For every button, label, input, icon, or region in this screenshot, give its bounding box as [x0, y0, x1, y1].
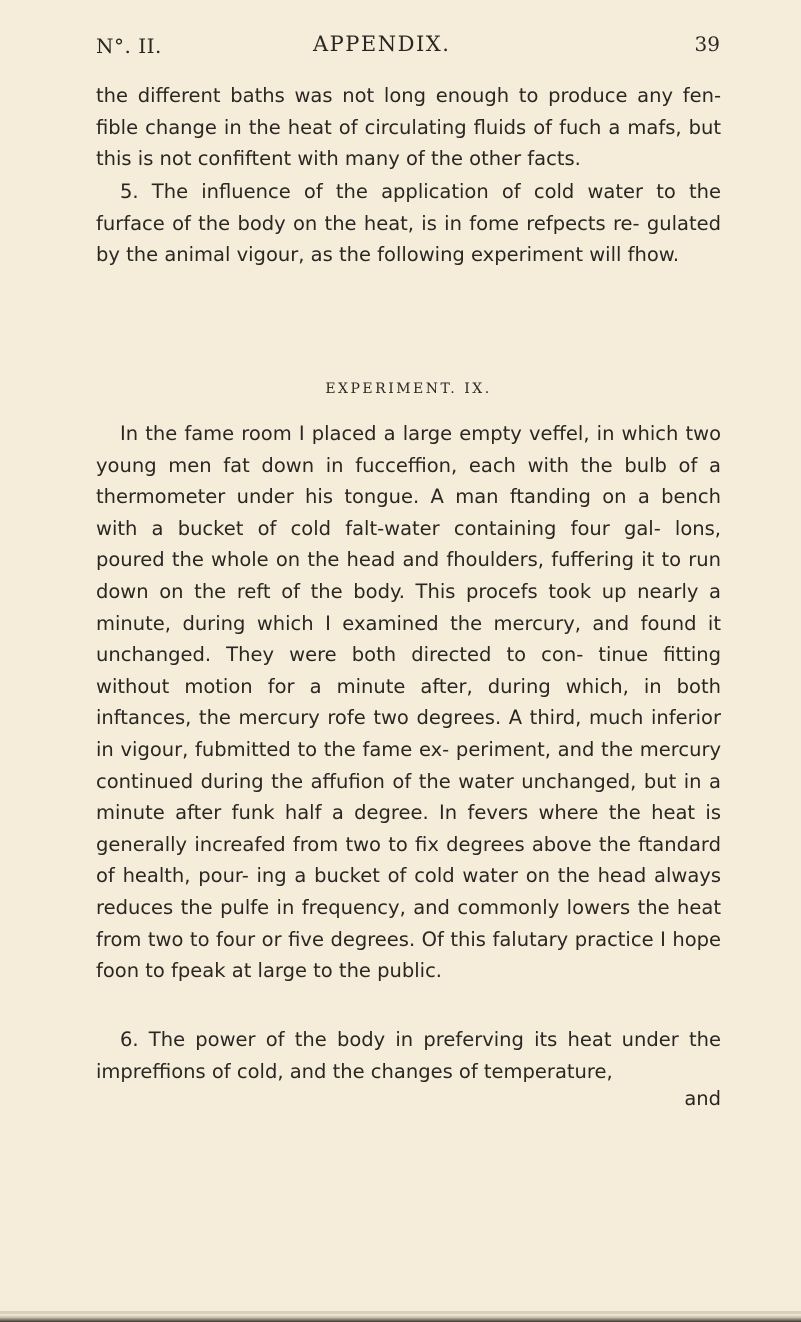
paragraph-experiment: In the fame room I placed a large empty veffel, in which two young men fat down in fucceffion, each with the bulb of a thermometer under his tongue. A man ftanding on a bench with a bucket of cold falt-water containing four gal- lons, poured the whole on the head and fhoulders, fuffering it to run down on the reft of the body. This procefs took up nearly a minute, during which I examined the mercury, and found it unchanged. They were both directed to con- tinue fitting without motion for a minute after, during which, in both inftances, the mercury rofe two degrees. A third, much inferior in vigour, fubmitted to the fame ex- periment, and the mercury continued during the affufion of the water unchanged, but in a minute after funk half a degree. In fevers where the heat is generally increafed from two to fix degrees above the ftandard of health, pour- ing a bucket of cold water on the head always reduces the pulfe in frequency, and commonly lowers the heat from two to four or five degrees. Of this falutary practice I hope foon to fpeak at large to the public.: [96, 422, 721, 983]
paragraph-continuation: the different baths was not long enough to produce any fen- fible change in the heat of circulating fluids of fuch a mafs, but this is not confiftent with many of the other facts.: [96, 84, 721, 171]
running-head: [96, 28, 722, 62]
page-bottom-edge: [0, 1314, 801, 1322]
catchword: and: [684, 1087, 721, 1110]
experiment-heading: EXPERIMENT. IX.: [325, 381, 492, 397]
paragraph-5: 5. The influence of the application of cold water to the furface of the body on the heat, is in fome refpects re- gulated by the animal vigour, as the following experiment will fhow.: [96, 180, 721, 267]
page-number: 39: [694, 32, 720, 56]
section-number: N°. II.: [96, 34, 162, 58]
page-title: APPENDIX.: [313, 32, 451, 56]
paragraph-6: 6. The power of the body in preferving its heat under the impreffions of cold, and the changes of temperature,: [96, 1028, 721, 1083]
